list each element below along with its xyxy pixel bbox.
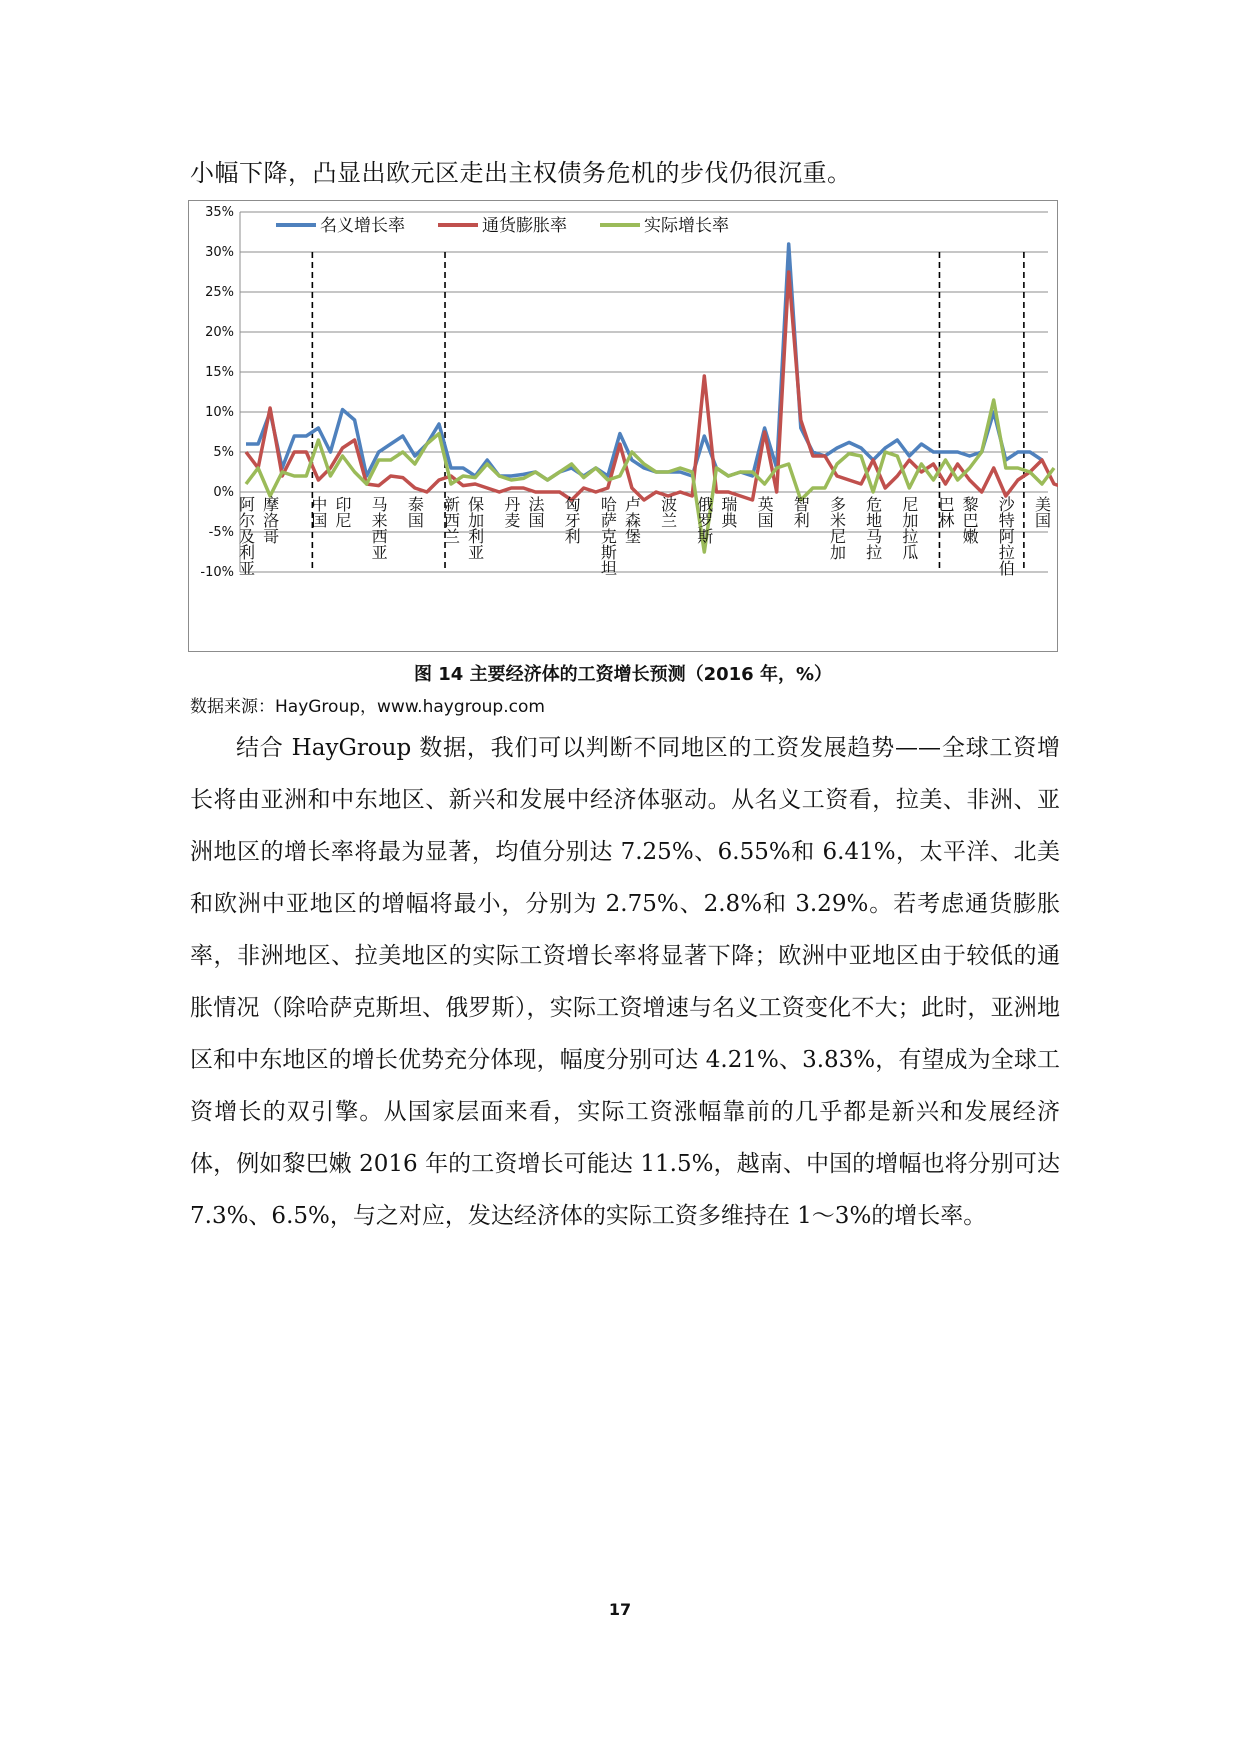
wage-growth-chart — [188, 200, 1058, 652]
y-tick-label: 35% — [205, 205, 234, 220]
paragraph-text: 结合 HayGroup 数据，我们可以判断不同地区的工资发展趋势——全球工资增长将由亚洲和中东地区、新兴和发展中经济体驱动。从名义工资看，拉美、非洲、亚洲地区的增长率将最为显著，均值分别达 7.25%、6.55%和 6.41%，太平洋、北美和欧洲中亚地区的增幅将最小，分别为 2.75%、2.8%和 3.29%。若考虑通货膨胀率，非洲地区、拉美地区的实际工资增长率将显著下降；欧洲中亚地区由于较低的通胀情况（除哈萨克斯坦、俄罗斯），实际工资增速与名义工资变化不大；此时，亚洲地区和中东地区的增长优势充分体现，幅度分别可达 4.21%、3.83%，有望成为全球工资增长的双引擎。从国家层面来看，实际工资涨幅靠前的几乎都是新兴和发展经济体，例如黎巴嫩 2016 年的工资增长可能达 11.5%，越南、中国的增幅也将分别可达 7.3%、6.5%，与之对应，发达经济体的实际工资多维持在 1～3%的增长率。 — [190, 735, 1060, 1229]
x-category-label: 哈萨克斯坦 — [598, 496, 618, 576]
x-category-label: 丹麦 — [501, 496, 521, 528]
x-category-label: 巴林 — [935, 496, 955, 528]
x-category-label: 匈牙利 — [562, 496, 582, 544]
x-category-label: 新西兰 — [441, 496, 461, 544]
chart-frame — [189, 201, 1058, 652]
x-category-label: 保加利亚 — [465, 496, 485, 560]
x-category-label: 中国 — [308, 496, 328, 528]
y-tick-label: -5% — [208, 525, 234, 540]
x-category-label: 法国 — [525, 496, 545, 528]
body-paragraph — [190, 722, 1060, 1242]
x-category-label: 英国 — [755, 496, 775, 528]
x-category-label: 摩洛哥 — [260, 496, 280, 544]
x-category-label: 泰国 — [405, 496, 425, 528]
x-category-label: 美国 — [1032, 496, 1052, 528]
y-tick-label: 25% — [205, 285, 234, 300]
x-category-label: 黎巴嫩 — [960, 496, 980, 544]
x-category-label: 印尼 — [333, 496, 353, 528]
y-tick-label: 0% — [213, 485, 234, 500]
intro-line: 小幅下降，凸显出欧元区走出主权债务危机的步伐仍很沉重。 — [190, 159, 852, 187]
y-tick-label: 30% — [205, 245, 234, 260]
y-tick-label: -10% — [200, 565, 234, 580]
x-category-label: 沙特阿拉伯 — [996, 496, 1016, 576]
x-category-label: 卢森堡 — [622, 496, 642, 544]
x-category-label: 尼加拉瓜 — [899, 496, 919, 560]
y-tick-label: 15% — [205, 365, 234, 380]
x-category-label: 多米尼加 — [827, 496, 847, 560]
figure-caption: 图 14 主要经济体的工资增长预测（2016 年，%） — [414, 664, 832, 685]
x-category-label: 波兰 — [658, 496, 678, 528]
legend-label: 通货膨胀率 — [482, 216, 567, 236]
y-tick-label: 5% — [213, 445, 234, 460]
page-number: 17 — [608, 1600, 632, 1619]
x-category-label: 俄罗斯 — [694, 496, 714, 544]
x-category-label: 瑞典 — [718, 496, 738, 528]
legend-label: 实际增长率 — [644, 216, 729, 236]
x-category-label: 阿尔及利亚 — [236, 496, 256, 576]
legend-label: 名义增长率 — [320, 216, 405, 236]
x-category-label: 智利 — [791, 496, 811, 528]
legend — [276, 216, 729, 236]
y-tick-label: 20% — [205, 325, 234, 340]
data-source: 数据来源：HayGroup，www.haygroup.com — [190, 697, 545, 717]
y-tick-label: 10% — [205, 405, 234, 420]
x-category-label: 马来西亚 — [369, 496, 389, 560]
x-category-label: 危地马拉 — [863, 496, 883, 560]
